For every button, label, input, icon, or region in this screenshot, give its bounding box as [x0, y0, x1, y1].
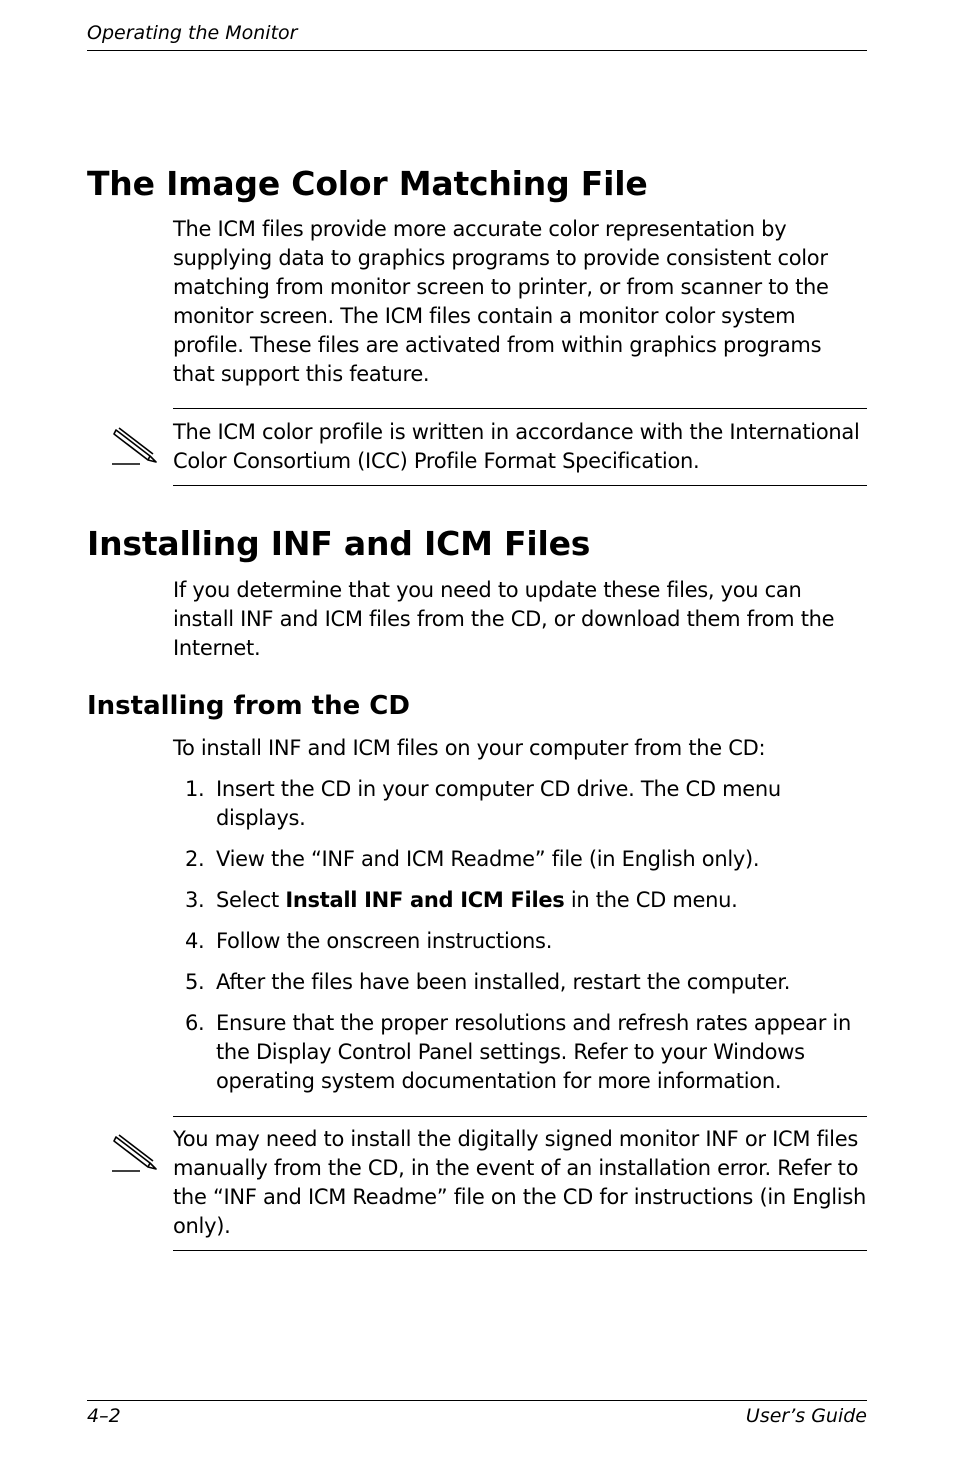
menu-item-reference: Install INF and ICM Files — [285, 888, 565, 912]
list-item — [173, 968, 866, 997]
running-header: Operating the Monitor — [87, 22, 298, 44]
step-number: 5. — [185, 970, 205, 994]
step-text — [216, 886, 866, 915]
step-number: 2. — [185, 847, 205, 871]
note-text-manual-install: You may need to install the digitally signed monitor INF or ICM files manually from the CD, in the event of an installation error. Refer to the “INF and ICM Readme” file on the CD for instructions (in English only). — [173, 1127, 866, 1238]
list-item — [173, 886, 866, 915]
page-number: 4–2 — [87, 1405, 121, 1427]
note-bottom-rule — [173, 1250, 867, 1251]
pencil-note-icon — [110, 426, 162, 466]
step-text: After the files have been installed, restart the computer. — [216, 970, 791, 994]
step-text: View the “INF and ICM Readme” file (in English only). — [216, 847, 760, 871]
section-body-installing-files: If you determine that you need to update these files, you can install INF and ICM files from the CD, or download them from the Internet. — [173, 578, 835, 660]
note-text-icc: The ICM color profile is written in accordance with the International Color Consortium (ICC) Profile Format Specification. — [173, 420, 860, 473]
note-top-rule — [173, 1116, 867, 1117]
step-text-suffix: in the CD menu. — [564, 888, 738, 912]
note-top-rule — [173, 408, 867, 409]
section-body-icm-file: The ICM files provide more accurate color representation by supplying data to graphics programs to provide consistent color matching from monitor screen to printer, or from scanner to the monitor screen. The ICM files contain a monitor color system profile. These files are activated from within graphics programs that support this feature. — [173, 217, 829, 386]
footer-rule — [87, 1400, 867, 1401]
list-item — [173, 927, 866, 956]
step-text: Follow the onscreen instructions. — [216, 929, 553, 953]
list-item — [173, 845, 866, 874]
step-text: Insert the CD in your computer CD drive. The CD menu displays. — [216, 777, 781, 830]
pencil-note-icon — [110, 1133, 162, 1173]
list-item — [173, 775, 866, 833]
step-number: 4. — [185, 929, 205, 953]
section-title-icm-file: The Image Color Matching File — [87, 164, 648, 203]
step-number: 6. — [185, 1011, 205, 1035]
note-bottom-rule — [173, 485, 867, 486]
section-title-installing-files: Installing INF and ICM Files — [87, 524, 591, 563]
step-text-prefix: Select — [216, 888, 286, 912]
subsection-intro: To install INF and ICM files on your computer from the CD: — [173, 736, 766, 760]
header-rule — [87, 50, 867, 51]
list-item — [173, 1009, 866, 1096]
guide-title: User’s Guide — [745, 1405, 867, 1427]
subsection-title-from-cd: Installing from the CD — [87, 691, 410, 721]
step-text: Ensure that the proper resolutions and refresh rates appear in the Display Control Panel settings. Refer to your Windows operating system documentation for more information. — [216, 1011, 851, 1093]
step-number: 1. — [185, 777, 205, 801]
step-number: 3. — [185, 888, 205, 912]
